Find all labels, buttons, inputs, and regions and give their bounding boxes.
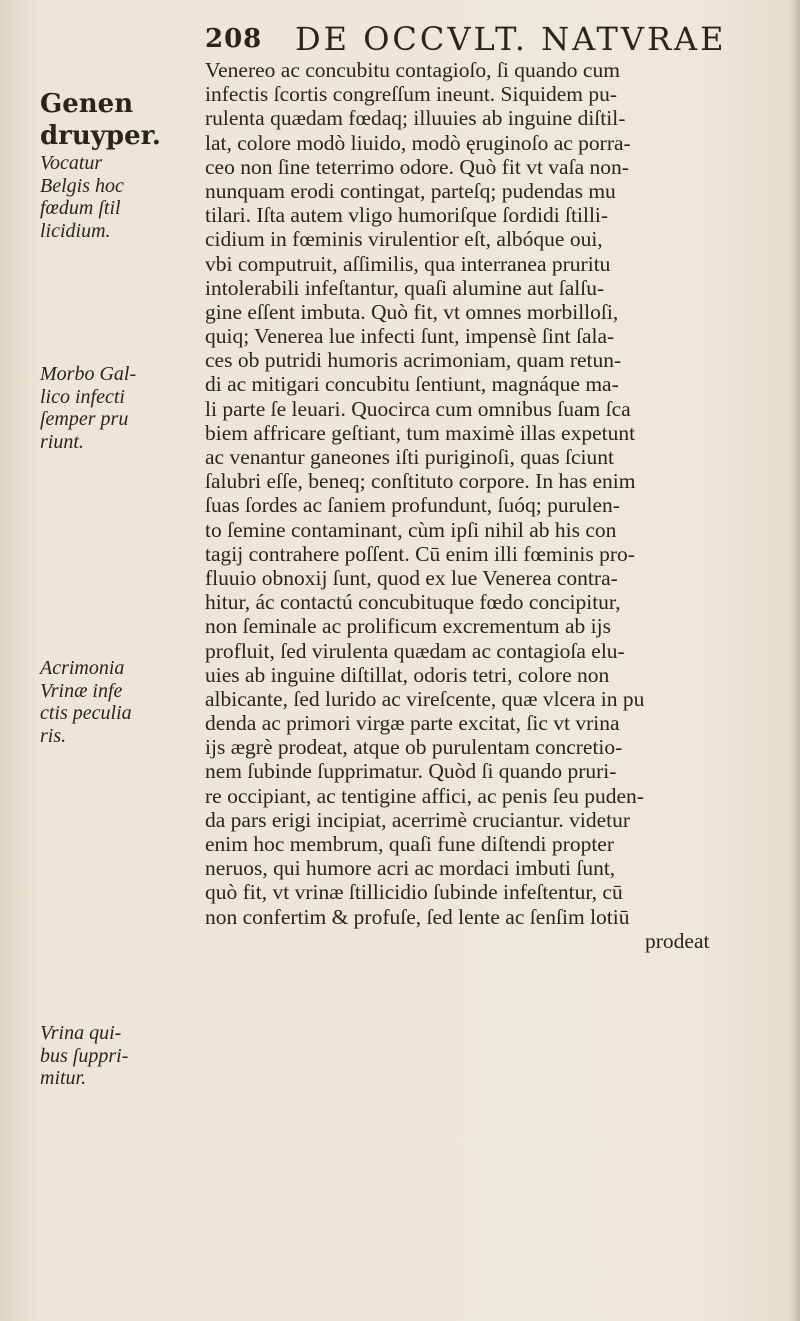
margin-note-line: bus ſuppri- xyxy=(40,1044,129,1067)
page-header xyxy=(205,18,765,58)
text-line: cidium in fœminis virulentior eſt, albóque oui, xyxy=(205,227,603,252)
text-line: infectis ſcortis congreſſum ineunt. Siquidem pu- xyxy=(205,82,618,107)
margin-notes xyxy=(0,0,205,1321)
text-line: neruos, qui humore acri ac mordaci imbuti ſunt, xyxy=(205,856,616,881)
page-number: 208 xyxy=(205,24,263,54)
margin-note-4 xyxy=(40,1022,205,1090)
text-line: nunquam erodi contingat, parteſq; pudendas mu xyxy=(205,178,616,203)
margin-note-line: Belgis hoc xyxy=(40,174,124,197)
catchword: prodeat xyxy=(645,928,710,953)
running-head: DE OCCVLT. NATVRAE xyxy=(295,20,727,58)
margin-note-line: lico infecti xyxy=(40,385,125,408)
text-line: Venereo ac concubitu contagioſo, ſi quando cum xyxy=(205,58,620,82)
margin-note-line: druyper. xyxy=(40,121,161,151)
text-line: albicante, ſed lurido ac vireſcente, quæ vlcera in pu xyxy=(205,686,645,711)
margin-note-line: ctis peculia xyxy=(40,702,132,724)
text-line: non confertim & profuſe, ſed lente ac ſenſim lotiū xyxy=(205,904,630,929)
text-line: ijs ægrè prodeat, atque ob purulentam concretio- xyxy=(205,735,623,760)
text-line: quò fit, vt vrinæ ſtillicidio ſubinde infeſtentur, cū xyxy=(205,880,623,905)
text-line: tilari. Iſta autem vligo humoriſque ſordidi ſtilli- xyxy=(205,203,609,228)
text-line: intolerabili infeſtantur, quaſi alumine aut ſalſu- xyxy=(205,275,605,300)
text-line: denda ac primori virgæ parte excitat, ſic vt vrina xyxy=(205,711,620,736)
text-line: ceo non ſine teterrimo odore. Quò fit vt vaſa non- xyxy=(205,154,629,179)
margin-note-line: ſemper pru xyxy=(40,408,129,430)
margin-note-line: licidium. xyxy=(40,219,111,242)
text-line: da pars erigi incipiat, acerrimè cruciantur. videtur xyxy=(205,807,631,832)
margin-note-line: Vrinæ infe xyxy=(40,679,123,702)
text-line: tagij contrahere poſſent. Cū enim illi fœminis pro- xyxy=(205,541,635,566)
text-line: to ſemine contaminant, cùm ipſi nihil ab his con xyxy=(205,517,617,542)
text-line: di ac mitigari concubitu ſentiunt, magnáque ma- xyxy=(205,372,619,397)
text-line: ſalubri eſſe, beneq; conſtituto corpore. In has enim xyxy=(205,469,636,494)
margin-note-line: mitur. xyxy=(40,1067,87,1089)
margin-note-3 xyxy=(40,657,205,747)
text-line: ces ob putridi humoris acrimoniam, quam retun- xyxy=(205,348,622,373)
margin-note-line: Morbo Gal- xyxy=(40,363,137,385)
margin-note-line: ris. xyxy=(40,724,67,747)
margin-note-line: Vrina qui- xyxy=(40,1022,122,1044)
text-line: lat, colore modò liuido, modò ęruginoſo ac porra- xyxy=(205,130,631,155)
text-line: vbi computruit, aſſimilis, qua interranea pruritu xyxy=(205,251,611,276)
body-text xyxy=(205,58,785,953)
margin-note-1 xyxy=(40,88,205,242)
text-line: non ſeminale ac prolificum excrementum ab ijs xyxy=(205,614,611,639)
text-line: ſuas ſordes ac ſaniem profundunt, ſuóq; purulen- xyxy=(205,493,620,518)
text-line: rulenta quædam fœdaq; illuuies ab inguine diſtil- xyxy=(205,106,626,131)
text-line: fluuio obnoxij ſunt, quod ex lue Venerea contra- xyxy=(205,565,618,590)
margin-note-2 xyxy=(40,363,205,453)
text-line: re occipiant, ac tentigine affici, ac penis ſeu puden- xyxy=(205,783,644,808)
text-line: quiq; Venerea lue infecti ſunt, impensè ſint ſala- xyxy=(205,324,615,349)
text-line: gine eſſent imbuta. Quò fit, vt omnes morbilloſi, xyxy=(205,299,619,324)
text-line: ac venantur ganeones iſti puriginoſi, quas ſciunt xyxy=(205,445,614,469)
text-line: profluit, ſed virulenta quædam ac contagioſa elu- xyxy=(205,638,625,663)
margin-note-line: Genen xyxy=(40,89,134,119)
text-line: hitur, ác contactú concubituque fœdo concipitur, xyxy=(205,590,621,615)
text-line: biem affricare geſtiant, tum maximè illas expetunt xyxy=(205,420,636,445)
text-line: nem ſubinde ſupprimatur. Quòd ſi quando pruri- xyxy=(205,759,617,784)
margin-note-line: fœdum ſtil xyxy=(40,197,121,219)
margin-note-line: Vocatur xyxy=(40,152,103,174)
text-line: enim hoc membrum, quaſi fune diſtendi propter xyxy=(205,832,614,856)
margin-note-line: riunt. xyxy=(40,430,84,453)
text-line: li parte ſe leuari. Quocirca cum omnibus ſuam ſca xyxy=(205,396,631,421)
text-line: uies ab inguine diſtillat, odoris tetri, colore non xyxy=(205,662,610,687)
page-edge-shadow xyxy=(790,0,800,1321)
margin-note-line: Acrimonia xyxy=(40,657,125,679)
